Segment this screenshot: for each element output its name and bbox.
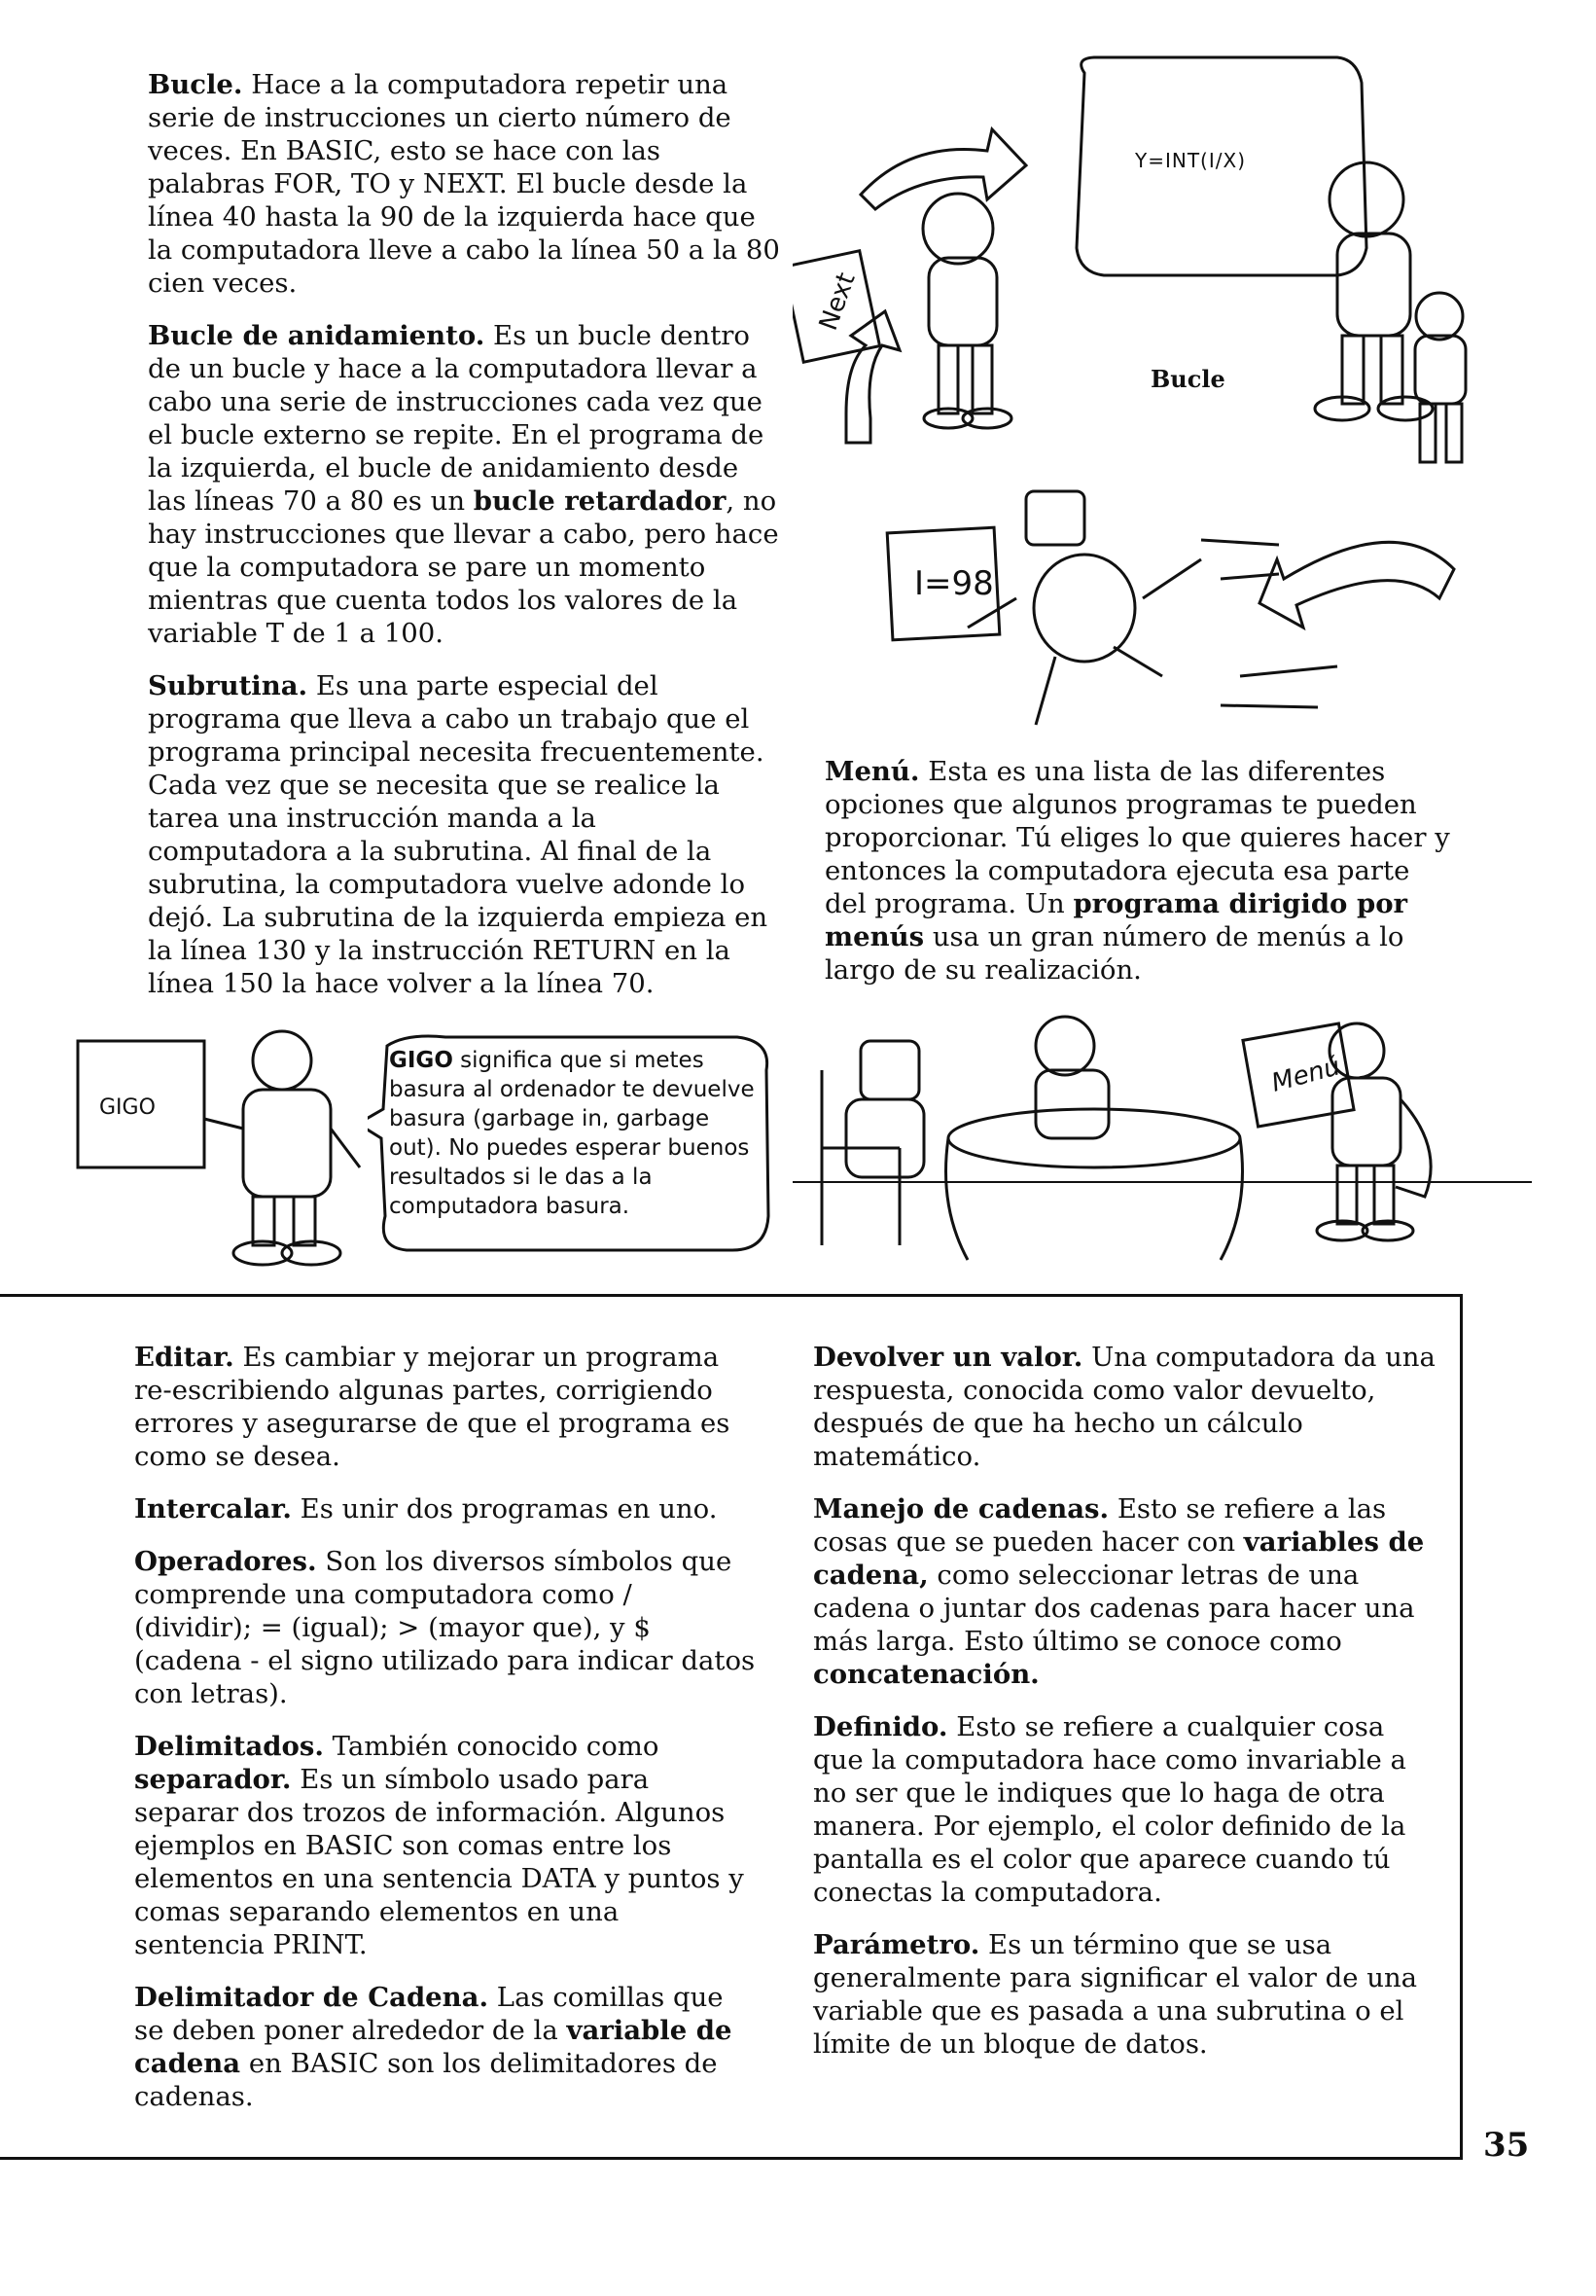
gigo-speech-text: GIGO significa que si metes basura al ordenador te devuelve basura (garbage in, garbage out). No puedes esperar buenos resultados si le das a la computadora basura.	[389, 1048, 755, 1219]
entry-editar: Editar. Es cambiar y mejorar un programa re-escribiendo algunas partes, corrigiendo errores y asegurarse de que el programa es como se desea.	[134, 1342, 730, 1472]
entry-subrutina: Subrutina. Es una parte especial del programa que lleva a cabo un trabajo que el programa principal necesita frecuentemente. Cada vez que se necesita que se realice la tarea una instrucción manda a la computadora a la subrutina. Al final de la subrutina, la computadora vuelve adonde lo dejó. La subrutina de la izquierda empieza en la línea 130 y la instrucción RETURN en la línea 150 la hace volver a la línea 70.	[148, 670, 768, 999]
glossary-column-menu	[825, 755, 1457, 1006]
counter-card-label: I=98	[914, 564, 994, 603]
entry-delimitados: Delimitados. También conocido como separador. Es un símbolo usado para separar dos trozos de información. Algunos ejemplos en BASIC son comas entre los elementos en una sentencia DATA y puntos y comas separando elementos en una sentencia PRINT.	[134, 1731, 744, 1960]
menu-card-label: Menú	[1268, 1052, 1344, 1098]
entry-manejo-cadenas: Manejo de cadenas. Esto se refiere a las cosas que se pueden hacer con variables de cadena, como seleccionar letras de una cadena o juntar dos cadenas para hacer una más larga. Esto último se conoce como concatenación.	[813, 1493, 1425, 1690]
entry-parametro: Parámetro. Es un término que se usa generalmente para significar el valor de una variable que es pasada a una subrutina o el límite de un bloque de datos.	[813, 1929, 1418, 2060]
screen-formula: Y=INT(I/X)	[1135, 149, 1246, 172]
entry-devolver-valor: Devolver un valor. Una computadora da una respuesta, conocida como valor devuelto, después de que ha hecho un cálculo matemático.	[813, 1342, 1436, 1472]
gigo-illustration	[68, 1022, 379, 1284]
page-number: 35	[1483, 2126, 1530, 2165]
entry-operadores: Operadores. Son los diversos símbolos que comprende una computadora como / (dividir); = (igual); > (mayor que), y $ (cadena - el signo utilizado para indicar datos con letras).	[134, 1546, 756, 1709]
glossary-column-top-left	[148, 68, 780, 1020]
entry-intercalar: Intercalar. Es unir dos programas en uno.	[134, 1493, 718, 1525]
entry-delimitador-cadena: Delimitador de Cadena. Las comillas que se deben poner alrededor de la variable de cadena en BASIC son los delimitadores de cadenas.	[134, 1982, 732, 2112]
menu-restaurant-illustration	[793, 1012, 1532, 1265]
loop-illustration	[793, 54, 1493, 735]
loop-label: Bucle	[1151, 365, 1225, 393]
glossary-column-bottom-left	[134, 1341, 757, 2133]
entry-menu: Menú. Esta es una lista de las diferentes opciones que algunos programas te pueden proporcionar. Tú eliges lo que quieres hacer y entonces la computadora ejecuta esa parte del programa. Un programa dirigido por menús usa un gran número de menús a lo largo de su realización.	[825, 756, 1450, 986]
entry-bucle-anidamiento: Bucle de anidamiento. Es un bucle dentro de un bucle y hace a la computadora llevar a cabo una serie de instrucciones cada vez que el bucle externo se repite. En el programa de la izquierda, el bucle de anidamiento desde las líneas 70 a 80 es un bucle retardador, no hay instrucciones que llevar a cabo, pero hace que la computadora se pare un momento mientras que cuenta todos los valores de la variable T de 1 a 100.	[148, 320, 779, 649]
gigo-card-label: GIGO	[99, 1095, 156, 1120]
entry-definido: Definido. Esto se refiere a cualquier cosa que la computadora hace como invariable a no ser que le indiques que lo haga de otra manera. Por ejemplo, el color definido de la pantalla es el color que aparece cuando tú conectas la computadora.	[813, 1711, 1406, 1908]
next-card-label: Next	[813, 269, 862, 335]
menu-restaurant-svg	[793, 1012, 1532, 1265]
gigo-illustration-svg	[68, 1022, 379, 1284]
glossary-column-bottom-right	[813, 1341, 1436, 2080]
entry-bucle: Bucle. Hace a la computadora repetir una serie de instrucciones un cierto número de veces. En BASIC, esto se hace con las palabras FOR, TO y NEXT. El bucle desde la línea 40 hasta la 90 de la izquierda hace que la computadora lleve a cabo la línea 50 a la 80 cien veces.	[148, 69, 780, 299]
